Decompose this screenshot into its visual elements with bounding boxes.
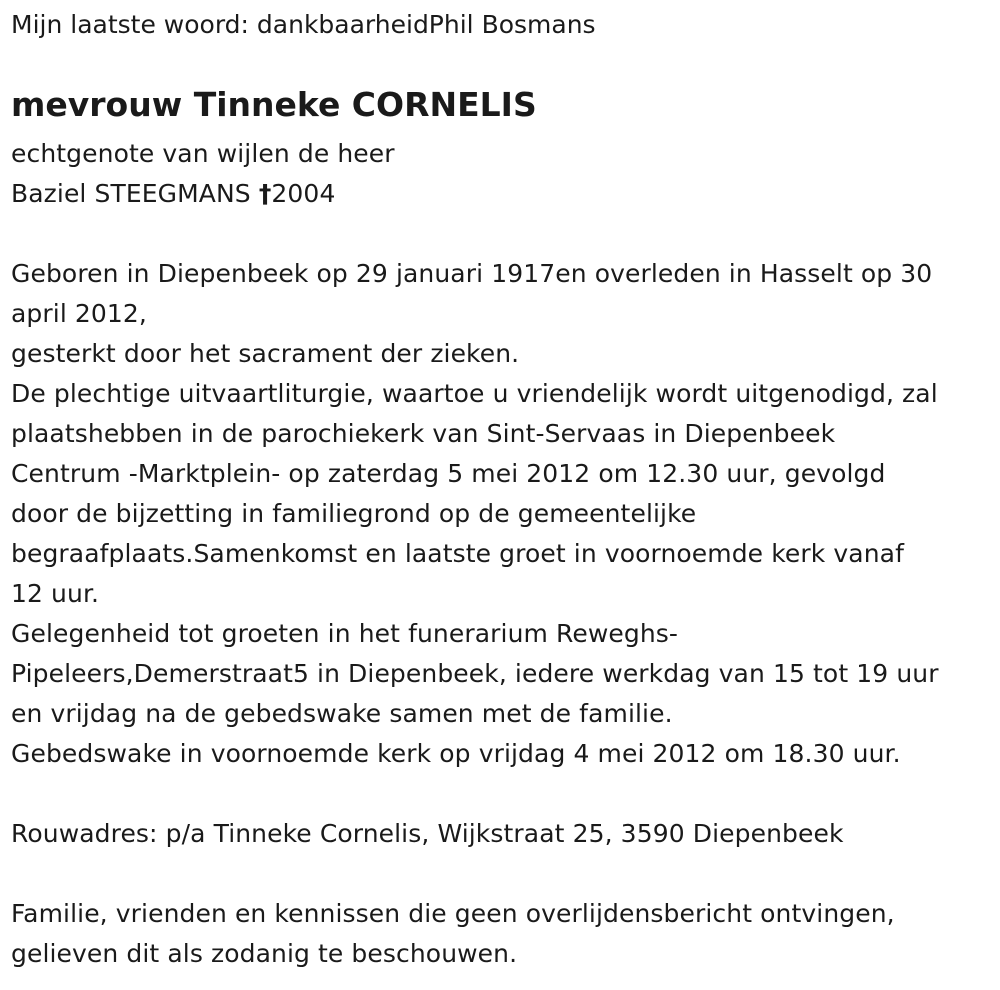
body-line: begraafplaats.Samenkomst en laatste groet in voornoemde kerk vanaf: [11, 539, 904, 568]
spouse-info: [11, 134, 395, 214]
deceased-name: mevrouw Tinneke CORNELIS: [11, 85, 537, 124]
closing-note: [11, 894, 895, 974]
spouse-death-year: 2004: [271, 179, 336, 208]
body-line: Gebedswake in voornoemde kerk op vrijdag 4 mei 2012 om 18.30 uur.: [11, 739, 901, 768]
closing-line: Familie, vrienden en kennissen die geen overlijdensbericht ontvingen,: [11, 899, 895, 928]
mourning-address-line: Rouwadres: p/a Tinneke Cornelis, Wijkstraat 25, 3590 Diepenbeek: [11, 819, 844, 848]
spouse-line-2: [11, 174, 395, 214]
body-line: plaatshebben in de parochiekerk van Sint-Servaas in Diepenbeek: [11, 419, 836, 448]
body-line: Gelegenheid tot groeten in het funerarium Reweghs-: [11, 619, 679, 648]
body-line: Geboren in Diepenbeek op 29 januari 1917en overleden in Hasselt op 30: [11, 259, 933, 288]
cross-icon: †: [258, 179, 272, 208]
epigraph-quote: Mijn laatste woord: dankbaarheidPhil Bosmans: [11, 10, 596, 39]
body-line: door de bijzetting in familiegrond op de gemeentelijke: [11, 499, 697, 528]
body-line: De plechtige uitvaartliturgie, waartoe u vriendelijk wordt uitgenodigd, zal: [11, 379, 938, 408]
body-line: april 2012,: [11, 299, 147, 328]
body-line: en vrijdag na de gebedswake samen met de familie.: [11, 699, 673, 728]
funeral-details: [11, 254, 939, 774]
closing-line: gelieven dit als zodanig te beschouwen.: [11, 939, 518, 968]
mourning-address: [11, 814, 844, 854]
body-line: 12 uur.: [11, 579, 100, 608]
body-line: Centrum -Marktplein- op zaterdag 5 mei 2012 om 12.30 uur, gevolgd: [11, 459, 886, 488]
spouse-line-1: echtgenote van wijlen de heer: [11, 139, 395, 168]
body-line: gesterkt door het sacrament der zieken.: [11, 339, 520, 368]
spouse-name: Baziel STEEGMANS: [11, 179, 259, 208]
body-line: Pipeleers,Demerstraat5 in Diepenbeek, iedere werkdag van 15 tot 19 uur: [11, 659, 939, 688]
